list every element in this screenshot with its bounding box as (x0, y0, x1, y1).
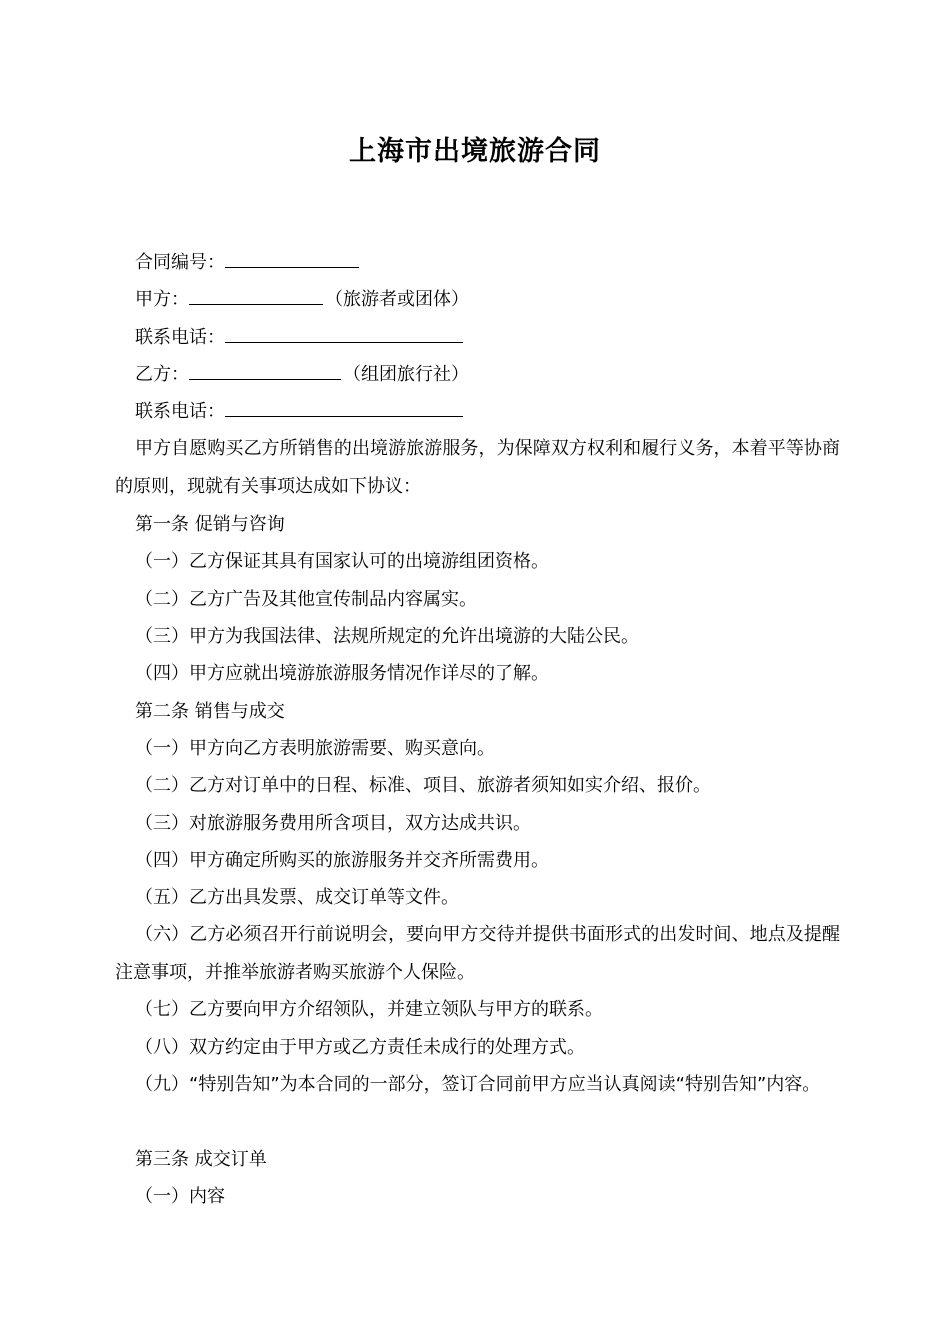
article-2-item: （三）对旅游服务费用所含项目，双方达成共识。 (135, 813, 531, 834)
party-b-phone-blank[interactable] (225, 400, 463, 417)
article-1-item: （三）甲方为我国法律、法规所规定的允许出境游的大陆公民。 (135, 626, 639, 647)
document-title: 上海市出境旅游合同 (349, 136, 601, 167)
contract-number-label: 合同编号： (135, 252, 225, 273)
party-a-blank[interactable] (189, 288, 323, 305)
article-3-item: （一）内容 (135, 1186, 225, 1207)
party-b-label: 乙方： (135, 364, 189, 385)
article-2-item: （五）乙方出具发票、成交订单等文件。 (135, 887, 459, 908)
party-a-note: （旅游者或团体） (325, 289, 469, 310)
party-a-label: 甲方： (135, 289, 189, 310)
party-b-blank[interactable] (189, 363, 341, 380)
party-a-phone-field (135, 325, 465, 351)
article-3-heading: 第三条 成交订单 (135, 1149, 267, 1170)
party-a-phone-blank[interactable] (225, 326, 463, 343)
article-1-item: （二）乙方广告及其他宣传制品内容属实。 (135, 589, 477, 610)
article-1-item: （一）乙方保证其具有国家认可的出境游组团资格。 (135, 551, 549, 572)
article-1-heading: 第一条 促销与咨询 (135, 514, 285, 535)
article-2-item: （一）甲方向乙方表明旅游需要、购买意向。 (135, 738, 495, 759)
article-2-item: （七）乙方要向甲方介绍领队，并建立领队与甲方的联系。 (135, 999, 603, 1020)
party-a-field (135, 287, 469, 313)
article-2-item: （四）甲方确定所购买的旅游服务并交齐所需费用。 (135, 850, 549, 871)
contract-number-blank[interactable] (225, 251, 359, 268)
article-2-item: （八）双方约定由于甲方或乙方责任未成行的处理方式。 (135, 1037, 585, 1058)
party-b-note: （组团旅行社） (343, 364, 469, 385)
article-1-item: （四）甲方应就出境游旅游服务情况作详尽的了解。 (135, 663, 549, 684)
party-b-phone-label: 联系电话： (135, 401, 225, 422)
article-2-item-6: （六）乙方必须召开行前说明会，要向甲方交待并提供书面形式的出发时间、地点及提醒注意事项，并推举旅游者购买旅游个人保险。 (115, 924, 840, 983)
intro-paragraph: 甲方自愿购买乙方所销售的出境游旅游服务，为保障双方权利和履行义务，本着平等协商的原则，现就有关事项达成如下协议： (115, 438, 840, 497)
contract-number-field (135, 250, 361, 276)
article-2-item-9: （九）“特别告知”为本合同的一部分，签订合同前甲方应当认真阅读“特别告知”内容。 (135, 1074, 821, 1095)
article-2-item: （二）乙方对订单中的日程、标准、项目、旅游者须知如实介绍、报价。 (135, 775, 711, 796)
article-2-heading: 第二条 销售与成交 (135, 701, 285, 722)
party-b-field (135, 362, 469, 388)
party-b-phone-field (135, 399, 465, 425)
party-a-phone-label: 联系电话： (135, 327, 225, 348)
